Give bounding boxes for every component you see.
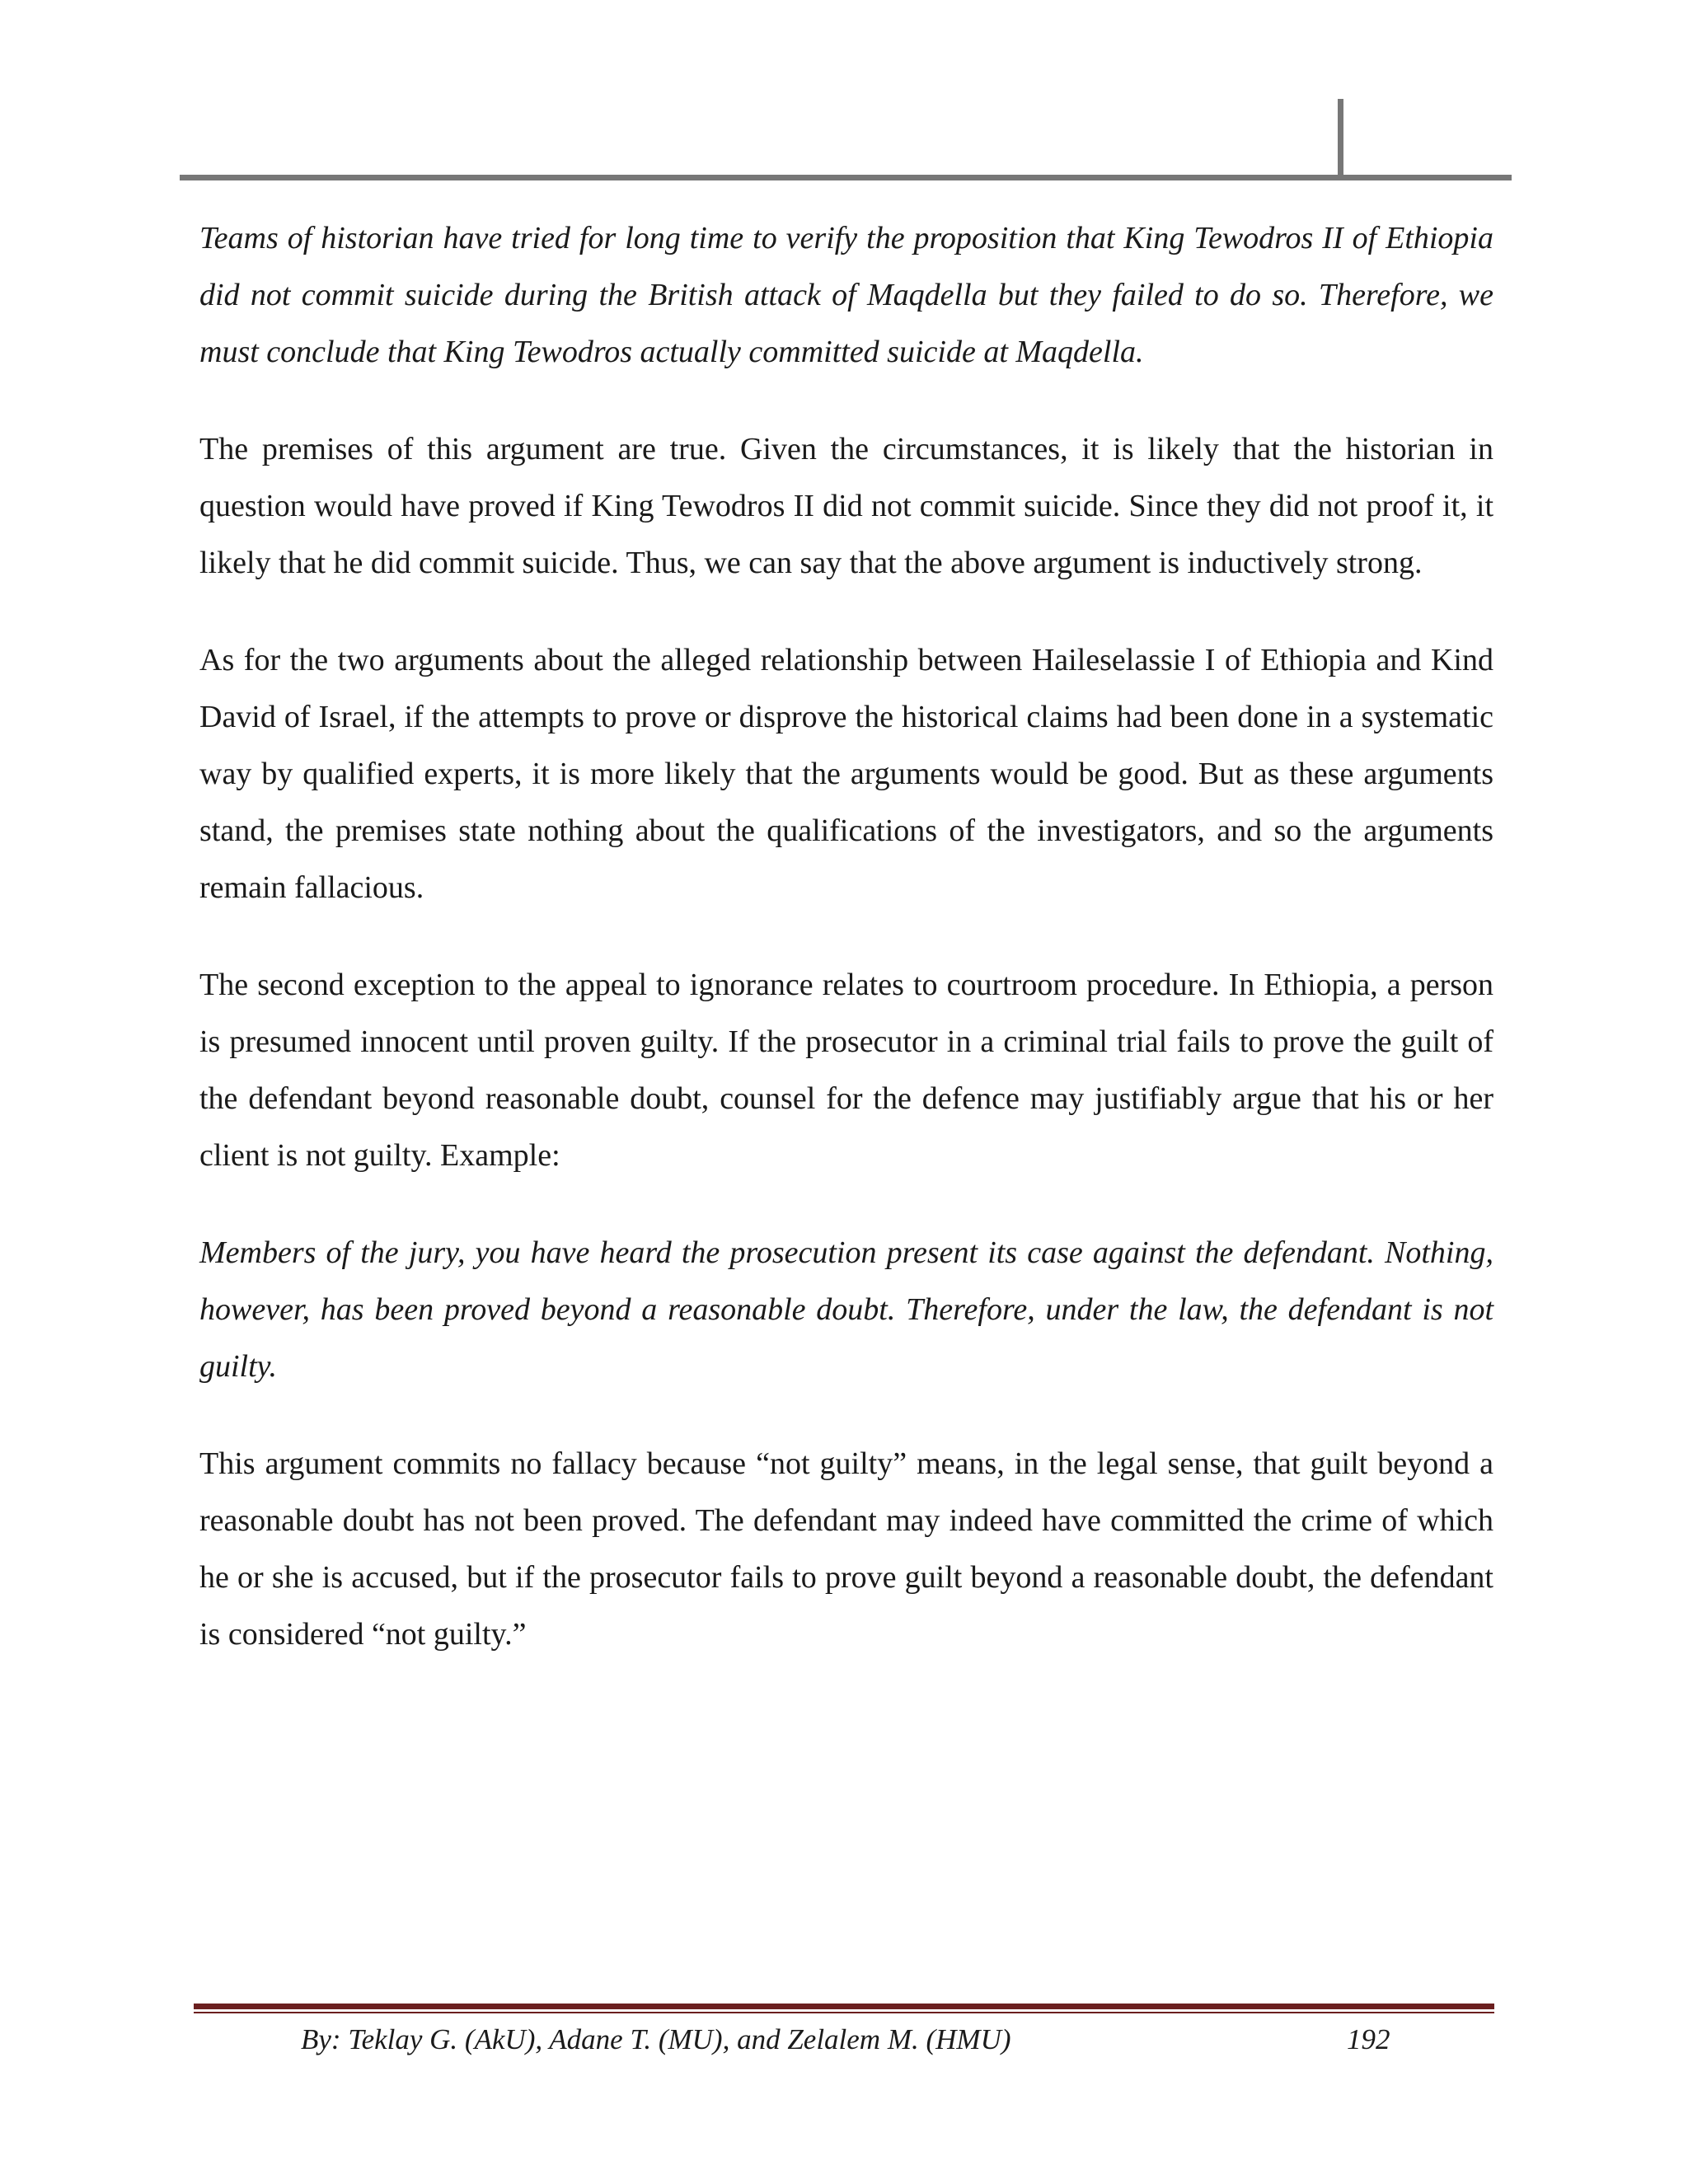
body-paragraph-haileselassie: As for the two arguments about the alleged relationship between Haileselassie I of Ethiopia and Kind David of Israel, if the attempts to prove or disprove the historical claims had been done in a systematic way by qualified experts, it is more likely that the arguments would be good. But as these arguments stand, the premises state nothing about the qualifications of the investigators, and so the arguments remain fallacious. (199, 643, 1493, 905)
page-number: 192 (1347, 2023, 1390, 2055)
header-tick (1338, 99, 1343, 179)
example-paragraph-tewodros: Teams of historian have tried for long time to verify the proposition that King Tewodros II of Ethiopia did not commit suicide during the British attack of Maqdella but they failed to do so. Therefore, we must conclude that King Tewodros actually committed suicide at Maqdella. (199, 221, 1493, 369)
footer-rule-thick (194, 2004, 1494, 2009)
body-paragraph-premises: The premises of this argument are true. Given the circumstances, it is likely that the historian in question would have proved if King Tewodros II did not commit suicide. Since they did not proof it, it likely that he did commit suicide. Thus, we can say that the above argument is inductively strong. (199, 432, 1493, 580)
body-paragraph-courtroom: The second exception to the appeal to ignorance relates to courtroom procedure. In Ethiopia, a person is presumed innocent until proven guilty. If the prosecutor in a criminal trial fails to prove the guilt of the defendant beyond reasonable doubt, counsel for the defence may justifiably argue that his or her client is not guilty. Example: (199, 968, 1493, 1173)
body-paragraph-not-guilty: This argument commits no fallacy because “not guilty” means, in the legal sense, that guilt beyond a reasonable doubt has not been proved. The defendant may indeed have committed the crime of which he or she is accused, but if the prosecutor fails to prove guilt beyond a reasonable doubt, the defendant is considered “not guilty.” (199, 1446, 1493, 1652)
example-paragraph-jury: Members of the jury, you have heard the prosecution present its case against the defendant. Nothing, however, has been proved beyond a reasonable doubt. Therefore, under the law, the defendant is not guilty. (199, 1235, 1493, 1384)
footer-authors: By: Teklay G. (AkU), Adane T. (MU), and Zelalem M. (HMU) (301, 2023, 1011, 2055)
page-body (199, 210, 1493, 1704)
header-rule (180, 175, 1512, 180)
footer-rule-thin (194, 2012, 1494, 2013)
